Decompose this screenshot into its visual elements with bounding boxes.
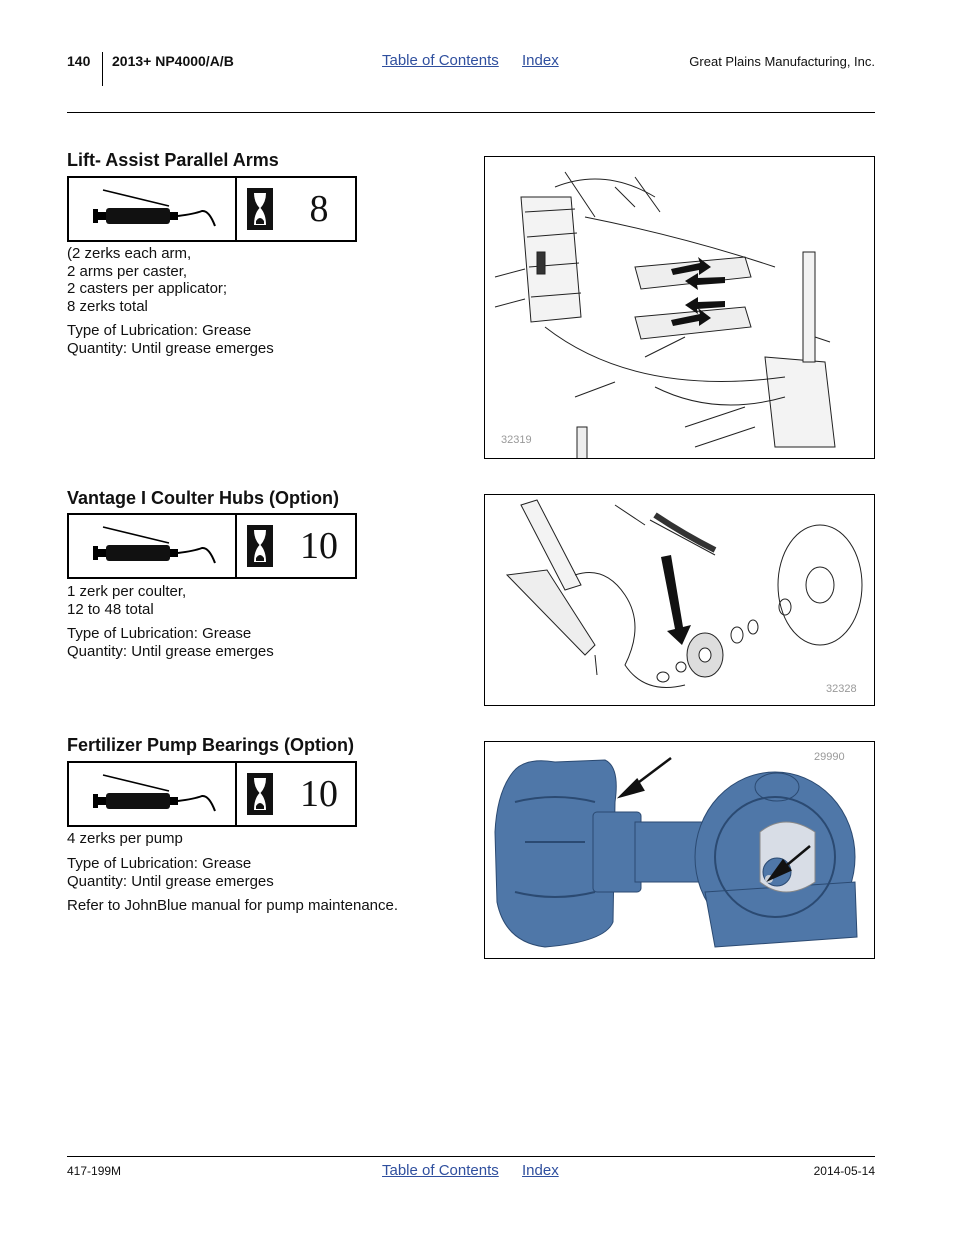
doc-date: 2014-05-14 — [813, 1164, 875, 1178]
zerk-details: (2 zerks each arm, 2 arms per caster, 2 casters per applicator; 8 zerks total — [67, 245, 228, 315]
fertilizer-pump-photo — [485, 742, 875, 959]
header-divider — [102, 52, 103, 86]
parallel-arms-exploded-diagram — [485, 157, 875, 459]
figure-number: 32328 — [826, 683, 857, 695]
figure-coulter-hub — [484, 494, 875, 706]
section-title-coulter-hubs: Vantage I Coulter Hubs (Option) — [67, 488, 340, 508]
interval-hours: 10 — [300, 525, 338, 567]
grease-gun-icon — [69, 178, 237, 240]
lubrication-spec: Type of Lubrication: Grease Quantity: Until grease emerges — [67, 855, 274, 890]
grease-gun-icon — [69, 515, 237, 577]
interval-hours: 10 — [300, 773, 338, 815]
figure-number: 29990 — [814, 751, 845, 763]
hourglass-icon — [247, 773, 273, 815]
zerk-details: 4 zerks per pump — [67, 830, 183, 847]
coulter-hub-exploded-diagram — [485, 495, 875, 706]
footer-index-link[interactable]: Index — [522, 1162, 559, 1179]
figure-number: 32319 — [501, 434, 532, 446]
lubrication-spec: Type of Lubrication: Grease Quantity: Until grease emerges — [67, 322, 274, 357]
company-name: Great Plains Manufacturing, Inc. — [689, 54, 875, 69]
footer-rule — [67, 1156, 875, 1157]
lubrication-spec: Type of Lubrication: Grease Quantity: Until grease emerges — [67, 625, 274, 660]
index-link[interactable]: Index — [522, 52, 559, 69]
grease-gun-icon — [69, 763, 237, 825]
interval-hours: 8 — [309, 188, 329, 230]
zerk-details: 1 zerk per coulter, 12 to 48 total — [67, 583, 187, 618]
footer-toc-link[interactable]: Table of Contents — [382, 1162, 499, 1179]
header-rule — [67, 112, 875, 113]
page-number: 140 — [67, 53, 91, 69]
hourglass-icon — [247, 188, 273, 230]
figure-parallel-arms — [484, 156, 875, 459]
toc-link[interactable]: Table of Contents — [382, 52, 499, 69]
figure-fertilizer-pump — [484, 741, 875, 959]
lube-symbol-box — [67, 513, 357, 579]
lube-symbol-box — [67, 761, 357, 827]
model-title: 2013+ NP4000/A/B — [112, 53, 234, 69]
section-title-pump-bearings: Fertilizer Pump Bearings (Option) — [67, 735, 355, 755]
hourglass-icon — [247, 525, 273, 567]
lube-symbol-box — [67, 176, 357, 242]
section-title-parallel-arms: Lift- Assist Parallel Arms — [67, 150, 279, 170]
doc-number: 417-199M — [67, 1164, 122, 1178]
pump-maintenance-note: Refer to JohnBlue manual for pump maintenance. — [67, 897, 399, 914]
